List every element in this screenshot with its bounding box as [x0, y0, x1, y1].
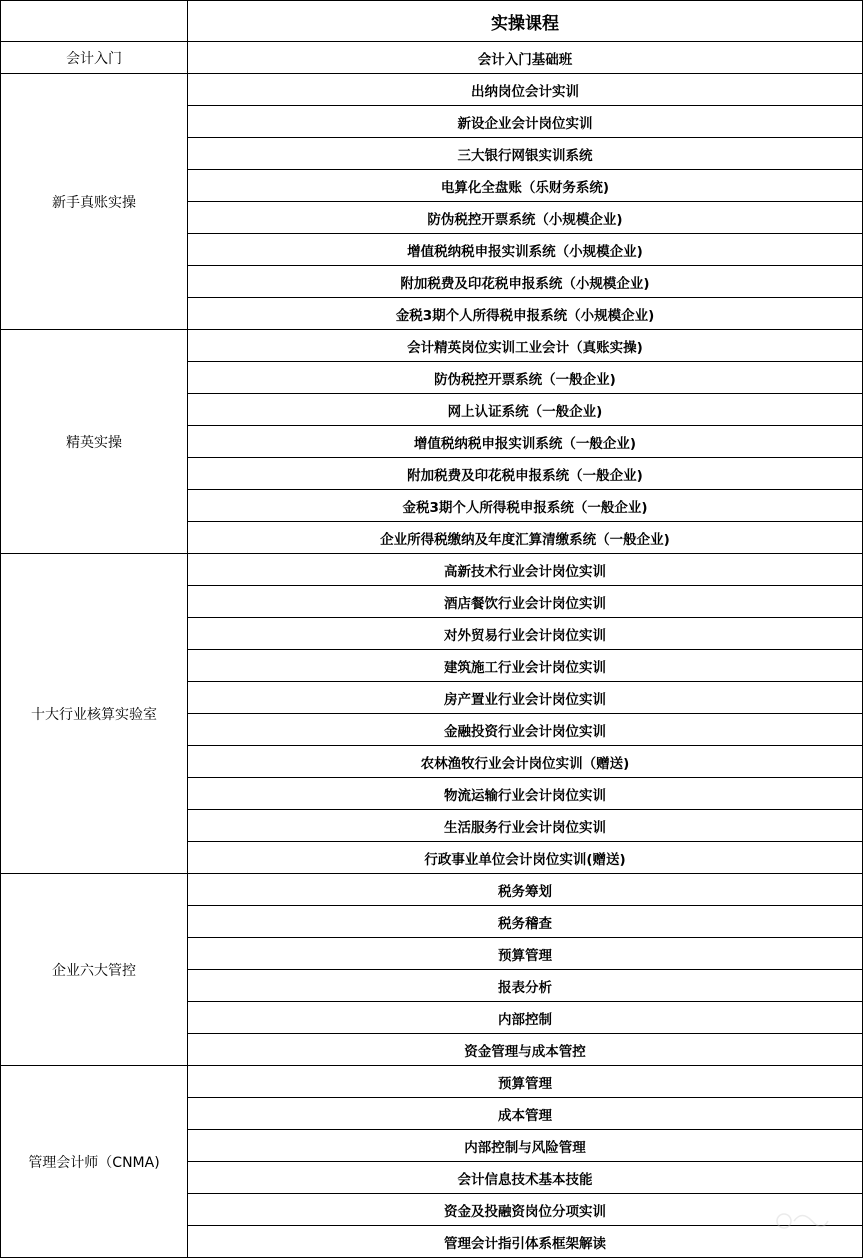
category-cell: 管理会计师（CNMA) — [1, 1066, 188, 1258]
course-cell: 报表分析 — [188, 970, 863, 1002]
course-cell: 行政事业单位会计岗位实训(赠送) — [188, 842, 863, 874]
category-cell: 会计入门 — [1, 42, 188, 74]
header-row — [1, 1, 863, 42]
category-cell: 新手真账实操 — [1, 74, 188, 330]
course-cell: 资金管理与成本管控 — [188, 1034, 863, 1066]
category-cell: 精英实操 — [1, 330, 188, 554]
table-row — [1, 1066, 863, 1098]
course-cell: 金融投资行业会计岗位实训 — [188, 714, 863, 746]
table-body — [1, 1, 863, 1258]
category-cell: 十大行业核算实验室 — [1, 554, 188, 874]
course-cell: 高新技术行业会计岗位实训 — [188, 554, 863, 586]
course-cell: 增值税纳税申报实训系统（一般企业) — [188, 426, 863, 458]
course-cell: 新设企业会计岗位实训 — [188, 106, 863, 138]
course-cell: 金税3期个人所得税申报系统（一般企业) — [188, 490, 863, 522]
course-cell: 农林渔牧行业会计岗位实训（赠送) — [188, 746, 863, 778]
category-cell: 企业六大管控 — [1, 874, 188, 1066]
course-cell: 税务筹划 — [188, 874, 863, 906]
course-cell: 增值税纳税申报实训系统（小规模企业) — [188, 234, 863, 266]
table-row — [1, 874, 863, 906]
course-cell: 金税3期个人所得税申报系统（小规模企业) — [188, 298, 863, 330]
course-cell: 防伪税控开票系统（小规模企业) — [188, 202, 863, 234]
course-cell: 会计入门基础班 — [188, 42, 863, 74]
course-cell: 成本管理 — [188, 1098, 863, 1130]
watermark-logo-icon — [772, 1206, 832, 1236]
course-cell: 税务稽查 — [188, 906, 863, 938]
course-cell: 企业所得税缴纳及年度汇算清缴系统（一般企业) — [188, 522, 863, 554]
course-cell: 三大银行网银实训系统 — [188, 138, 863, 170]
header-category-cell — [1, 1, 188, 42]
course-cell: 对外贸易行业会计岗位实训 — [188, 618, 863, 650]
course-cell: 资金及投融资岗位分项实训 — [188, 1194, 863, 1226]
course-cell: 会计精英岗位实训工业会计（真账实操) — [188, 330, 863, 362]
course-cell: 生活服务行业会计岗位实训 — [188, 810, 863, 842]
course-cell: 物流运输行业会计岗位实训 — [188, 778, 863, 810]
course-cell: 电算化全盘账（乐财务系统) — [188, 170, 863, 202]
course-cell: 防伪税控开票系统（一般企业) — [188, 362, 863, 394]
course-cell: 内部控制 — [188, 1002, 863, 1034]
course-cell: 附加税费及印花税申报系统（一般企业) — [188, 458, 863, 490]
course-cell: 建筑施工行业会计岗位实训 — [188, 650, 863, 682]
course-cell: 出纳岗位会计实训 — [188, 74, 863, 106]
course-cell: 酒店餐饮行业会计岗位实训 — [188, 586, 863, 618]
table-row — [1, 330, 863, 362]
course-cell: 会计信息技术基本技能 — [188, 1162, 863, 1194]
course-cell: 房产置业行业会计岗位实训 — [188, 682, 863, 714]
table-row — [1, 42, 863, 74]
course-cell: 管理会计指引体系框架解读 — [188, 1226, 863, 1258]
table-row — [1, 554, 863, 586]
header-course-title: 实操课程 — [188, 1, 863, 42]
course-cell: 预算管理 — [188, 1066, 863, 1098]
course-cell: 网上认证系统（一般企业) — [188, 394, 863, 426]
course-cell: 预算管理 — [188, 938, 863, 970]
table-row — [1, 74, 863, 106]
course-cell: 附加税费及印花税申报系统（小规模企业) — [188, 266, 863, 298]
course-cell: 内部控制与风险管理 — [188, 1130, 863, 1162]
